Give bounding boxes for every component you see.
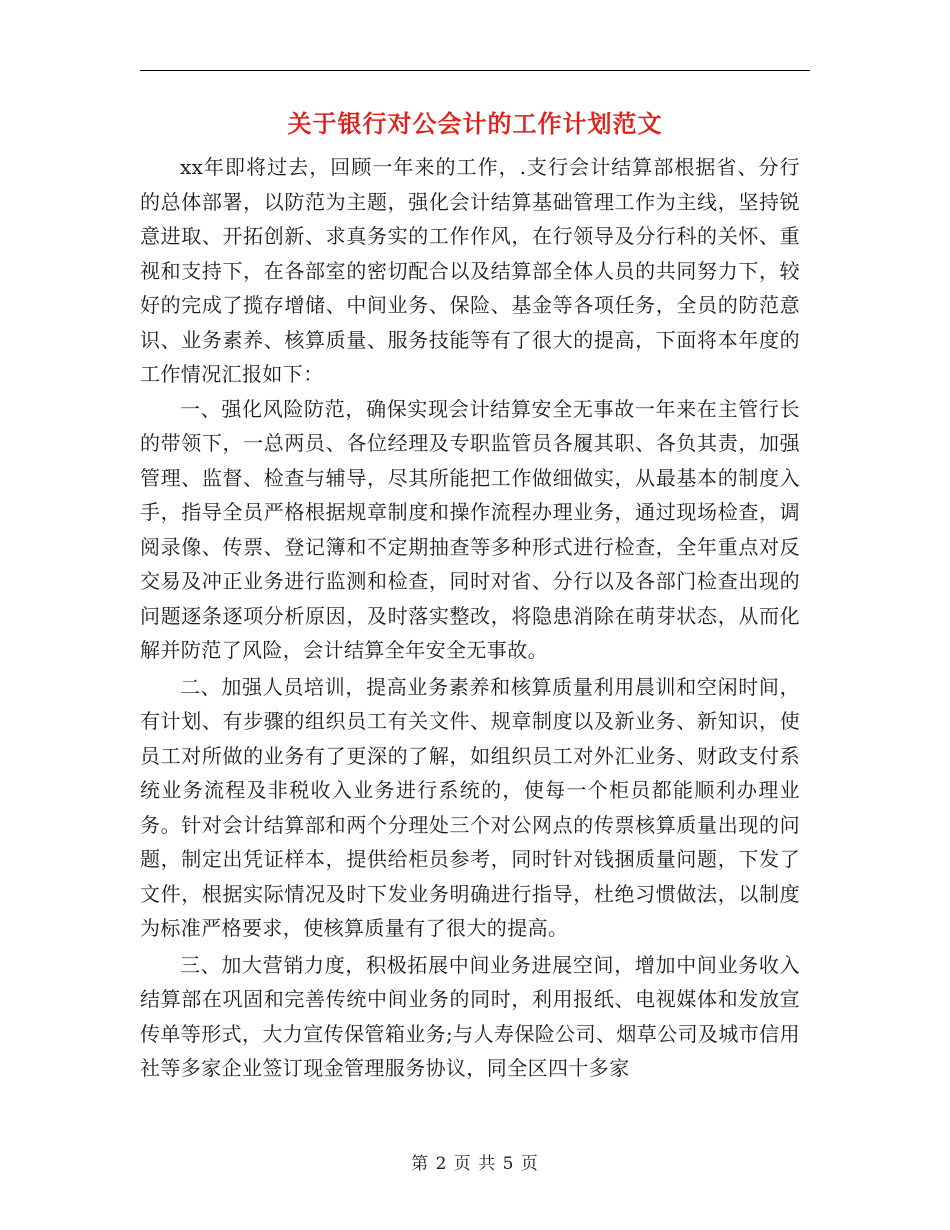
page-number-footer: 第 2 页 共 5 页 [411,1154,539,1174]
header-rule [140,70,810,71]
document-body [140,150,800,1086]
document-title: 关于银行对公会计的工作计划范文 [287,110,663,138]
paragraph-intro: xx年即将过去，回顾一年来的工作，.支行会计结算部根据省、分行的总体部署，以防范为主题，强化会计结算基础管理工作为主线，坚持锐意进取、开拓创新、求真务实的工作作风，在行领导及分行科的关怀、重视和支持下，在各部室的密切配合以及结算部全体人员的共同努力下，较好的完成了揽存增储、中间业务、保险、基金等各项任务，全员的防范意识、业务素养、核算质量、服务技能等有了很大的提高，下面将本年度的工作情况汇报如下： [140,155,800,386]
paragraph-marketing: 三、加大营销力度，积极拓展中间业务进展空间，增加中间业务收入结算部在巩固和完善传统中间业务的同时，利用报纸、电视媒体和发放宣传单等形式，大力宣传保管箱业务;与人寿保险公司、烟草公司及城市信用社等多家企业签订现金管理服务协议，同全区四十多家 [140,952,800,1080]
paragraph-risk-prevention: 一、强化风险防范，确保实现会计结算安全无事故一年来在主管行长的带领下，一总两员、各位经理及专职监管员各履其职、各负其责，加强管理、监督、检查与辅导，尽其所能把工作做细做实，从最基本的制度入手，指导全员严格根据规章制度和操作流程办理业务，通过现场检查，调阅录像、传票、登记簿和不定期抽查等多种形式进行检查，全年重点对反交易及冲正业务进行监测和检查，同时对省、分行以及各部门检查出现的问题逐条逐项分析原因，及时落实整改，将隐患消除在萌芽状态，从而化解并防范了风险，会计结算全年安全无事故。 [140,396,800,662]
paragraph-staff-training: 二、加强人员培训，提高业务素养和核算质量利用晨训和空闲时间，有计划、有步骤的组织员工有关文件、规章制度以及新业务、新知识，使员工对所做的业务有了更深的了解，如组织员工对外汇业务、财政支付系统业务流程及非税收入业务进行系统的，使每一个柜员都能顺利办理业务。针对会计结算部和两个分理处三个对公网点的传票核算质量出现的问题，制定出凭证样本，提供给柜员参考，同时针对钱捆质量问题，下发了文件，根据实际情况及时下发业务明确进行指导，杜绝习惯做法，以制度为标准严格要求，使核算质量有了很大的提高。 [140,674,800,940]
